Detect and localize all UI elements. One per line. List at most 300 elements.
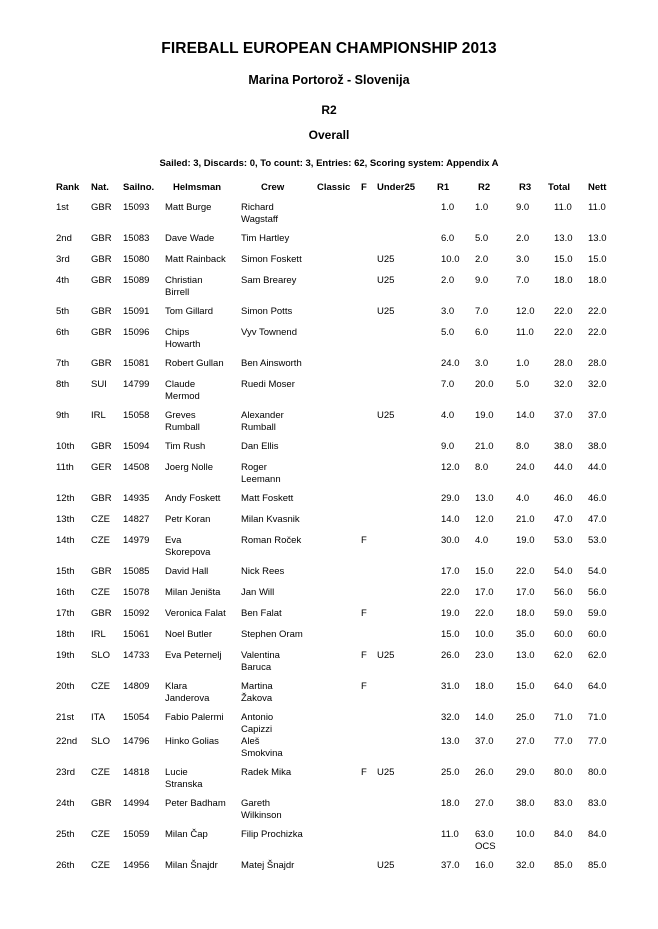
classic-cell	[317, 565, 361, 586]
classic-cell	[317, 232, 361, 253]
rank-cell: 18th	[56, 629, 75, 640]
total-cell: 15.0	[554, 254, 573, 265]
sail-number-cell: 15083	[123, 233, 150, 244]
crew-cell	[241, 232, 317, 253]
sail-number-cell: 15085	[123, 566, 150, 577]
rank-cell: 23rd	[56, 767, 76, 778]
sail-number-cell: 14809	[123, 681, 150, 692]
crew-cell	[241, 201, 317, 232]
sail-number-cell: 14827	[123, 514, 150, 525]
helmsman-cell	[165, 828, 241, 859]
r2-score-cell	[466, 607, 508, 628]
nationality-cell: GBR	[91, 566, 112, 577]
total-cell: 46.0	[554, 493, 573, 504]
nationality-cell: GBR	[91, 202, 112, 213]
r1-score-cell: 30.0	[441, 535, 460, 546]
classic-cell	[317, 440, 361, 461]
crew-line: Alexander	[241, 410, 284, 421]
classic-cell	[317, 461, 361, 492]
helmsman-line: Howarth	[165, 338, 201, 350]
page-title: FIREBALL EUROPEAN CHAMPIONSHIP 2013	[161, 40, 497, 57]
r2-score-line: 22.0	[475, 608, 494, 619]
helmsman-cell	[165, 513, 241, 534]
r1-score-cell: 10.0	[441, 254, 460, 265]
r2-score-line: 23.0	[475, 650, 494, 661]
r3-score-cell: 4.0	[516, 493, 530, 504]
helmsman-line: Janderova	[165, 692, 210, 704]
nationality-cell: GER	[91, 462, 112, 473]
helmsman-line: Lucie	[165, 767, 188, 778]
sail-number-cell: 15091	[123, 306, 150, 317]
r2-score-line: 14.0	[475, 712, 494, 723]
nationality-cell: GBR	[91, 306, 112, 317]
sail-number-cell: 14979	[123, 535, 150, 546]
table-row	[56, 586, 622, 607]
race-label: R2	[321, 103, 337, 117]
sail-number-cell: 15078	[123, 587, 150, 598]
crew-cell	[241, 859, 317, 880]
crew-cell	[241, 326, 317, 357]
female-flag-cell: F	[361, 535, 367, 546]
classic-cell	[317, 409, 361, 440]
female-flag-cell	[361, 735, 377, 766]
r3-score-cell: 25.0	[516, 712, 535, 723]
r2-score-cell	[466, 628, 508, 649]
under25-cell	[377, 326, 427, 357]
r2-score-cell	[466, 797, 508, 828]
col-helmsman-header: Helmsman	[173, 181, 222, 193]
col-classic-header: Classic	[317, 181, 351, 193]
r1-score-cell: 24.0	[441, 358, 460, 369]
rank-cell: 15th	[56, 566, 75, 577]
classic-cell	[317, 305, 361, 326]
nett-cell: 64.0	[588, 681, 607, 692]
r1-score-cell: 12.0	[441, 462, 460, 473]
helmsman-cell	[165, 232, 241, 253]
helmsman-cell	[165, 680, 241, 711]
total-cell: 80.0	[554, 767, 573, 778]
crew-line: Simon Potts	[241, 306, 293, 317]
r3-score-cell: 17.0	[516, 587, 535, 598]
r3-score-cell: 18.0	[516, 608, 535, 619]
under25-cell: U25	[377, 860, 395, 871]
crew-line: Antonio	[241, 712, 274, 723]
classic-cell	[317, 859, 361, 880]
classic-cell	[317, 534, 361, 565]
rank-cell: 11th	[56, 462, 74, 473]
crew-line: Valentina	[241, 650, 280, 661]
r2-score-line: OCS	[475, 840, 496, 852]
r1-score-cell: 1.0	[441, 202, 455, 213]
under25-cell	[377, 711, 427, 735]
under25-cell	[377, 232, 427, 253]
rank-cell: 9th	[56, 410, 70, 421]
r2-score-line: 9.0	[475, 275, 489, 286]
col-crew-header: Crew	[261, 181, 285, 193]
helmsman-line: Peter Badham	[165, 798, 226, 809]
crew-line: Roger	[241, 462, 267, 473]
nationality-cell: GBR	[91, 275, 112, 286]
crew-line: Wilkinson	[241, 809, 282, 821]
r2-score-line: 1.0	[475, 202, 489, 213]
under25-cell	[377, 440, 427, 461]
results-header	[56, 176, 622, 201]
nett-cell: 59.0	[588, 608, 607, 619]
table-row	[56, 232, 622, 253]
helmsman-cell	[165, 607, 241, 628]
helmsman-cell	[165, 711, 241, 735]
helmsman-cell	[165, 305, 241, 326]
r2-score-cell	[466, 305, 508, 326]
sail-number-cell: 14799	[123, 379, 150, 390]
nett-cell: 15.0	[588, 254, 607, 265]
r1-score-cell: 22.0	[441, 587, 460, 598]
total-cell: 22.0	[554, 327, 573, 338]
female-flag-cell	[361, 253, 377, 274]
r1-score-cell: 37.0	[441, 860, 460, 871]
r1-score-cell: 31.0	[441, 681, 460, 692]
female-flag-cell	[361, 565, 377, 586]
total-cell: 71.0	[554, 712, 573, 723]
rank-cell: 3rd	[56, 254, 70, 265]
r2-score-line: 20.0	[475, 379, 494, 390]
sail-number-cell: 15058	[123, 410, 150, 421]
crew-cell	[241, 797, 317, 828]
table-row	[56, 409, 622, 440]
r2-score-cell	[466, 326, 508, 357]
nationality-cell: IRL	[91, 629, 106, 640]
nationality-cell: GBR	[91, 441, 112, 452]
r3-score-cell: 29.0	[516, 767, 535, 778]
rank-cell: 26th	[56, 860, 75, 871]
crew-line: Capizzi	[241, 723, 273, 735]
female-flag-cell: F	[361, 681, 367, 692]
r1-score-cell: 15.0	[441, 629, 460, 640]
r3-score-cell: 22.0	[516, 566, 535, 577]
col-rank-header: Rank	[56, 181, 80, 193]
crew-line: Richard	[241, 202, 274, 213]
nett-cell: 37.0	[588, 410, 607, 421]
nationality-cell: GBR	[91, 233, 112, 244]
female-flag-cell	[361, 628, 377, 649]
crew-line: Vyv Townend	[241, 327, 297, 338]
crew-cell	[241, 513, 317, 534]
female-flag-cell	[361, 797, 377, 828]
nett-cell: 38.0	[588, 441, 607, 452]
r3-score-cell: 13.0	[516, 650, 535, 661]
r2-score-cell	[466, 766, 508, 797]
col-sailno-header: Sailno.	[123, 181, 155, 193]
classic-cell	[317, 607, 361, 628]
total-cell: 83.0	[554, 798, 573, 809]
total-cell: 84.0	[554, 829, 573, 840]
nationality-cell: GBR	[91, 327, 112, 338]
female-flag-cell	[361, 492, 377, 513]
r2-score-line: 7.0	[475, 306, 489, 317]
helmsman-line: Hinko Golias	[165, 736, 219, 747]
rank-cell: 8th	[56, 379, 70, 390]
rank-cell: 6th	[56, 327, 70, 338]
table-row	[56, 274, 622, 305]
helmsman-cell	[165, 565, 241, 586]
nationality-cell: CZE	[91, 860, 110, 871]
under25-cell: U25	[377, 306, 395, 317]
r2-score-line: 26.0	[475, 767, 494, 778]
nationality-cell: SLO	[91, 650, 111, 661]
crew-line: Žakova	[241, 692, 273, 704]
r3-score-cell: 32.0	[516, 860, 535, 871]
under25-cell	[377, 607, 427, 628]
table-row	[56, 201, 622, 232]
rank-cell: 1st	[56, 202, 69, 213]
helmsman-cell	[165, 409, 241, 440]
sail-number-cell: 15081	[123, 358, 150, 369]
nationality-cell: CZE	[91, 829, 110, 840]
sail-number-cell: 15059	[123, 829, 150, 840]
table-row	[56, 766, 622, 797]
nett-cell: 46.0	[588, 493, 607, 504]
classic-cell	[317, 649, 361, 680]
crew-line: Stephen Oram	[241, 629, 303, 640]
crew-line: Baruca	[241, 661, 272, 673]
classic-cell	[317, 253, 361, 274]
crew-line: Ben Ainsworth	[241, 358, 302, 369]
under25-cell	[377, 513, 427, 534]
r3-score-cell: 7.0	[516, 275, 530, 286]
nationality-cell: CZE	[91, 767, 110, 778]
r2-score-cell	[466, 232, 508, 253]
table-row	[56, 440, 622, 461]
r2-score-cell	[466, 649, 508, 680]
helmsman-line: Veronica Falat	[165, 608, 226, 619]
helmsman-cell	[165, 378, 241, 409]
nationality-cell: GBR	[91, 798, 112, 809]
classic-cell	[317, 513, 361, 534]
total-cell: 18.0	[554, 275, 573, 286]
rank-cell: 7th	[56, 358, 70, 369]
table-row	[56, 326, 622, 357]
crew-cell	[241, 628, 317, 649]
helmsman-line: Eva Peternelj	[165, 650, 222, 661]
sail-number-cell: 15092	[123, 608, 150, 619]
r3-score-cell: 2.0	[516, 233, 530, 244]
r2-score-line: 37.0	[475, 736, 494, 747]
crew-cell	[241, 735, 317, 766]
total-cell: 28.0	[554, 358, 573, 369]
r1-score-cell: 29.0	[441, 493, 460, 504]
r3-score-cell: 1.0	[516, 358, 530, 369]
r1-score-cell: 13.0	[441, 736, 460, 747]
helmsman-cell	[165, 859, 241, 880]
female-flag-cell	[361, 201, 377, 232]
crew-line: Filip Prochizka	[241, 829, 303, 840]
rank-cell: 19th	[56, 650, 75, 661]
nett-cell: 54.0	[588, 566, 607, 577]
r2-score-cell	[466, 565, 508, 586]
rank-cell: 17th	[56, 608, 75, 619]
total-cell: 53.0	[554, 535, 573, 546]
total-cell: 60.0	[554, 629, 573, 640]
helmsman-line: Milan Šnajdr	[165, 860, 218, 871]
under25-cell	[377, 378, 427, 409]
r2-score-line: 17.0	[475, 587, 494, 598]
nett-cell: 71.0	[588, 712, 607, 723]
helmsman-line: Dave Wade	[165, 233, 215, 244]
nett-cell: 83.0	[588, 798, 607, 809]
rank-cell: 24th	[56, 798, 75, 809]
female-flag-cell: F	[361, 608, 367, 619]
crew-line: Tim Hartley	[241, 233, 290, 244]
classic-cell	[317, 326, 361, 357]
classic-cell	[317, 586, 361, 607]
r3-score-cell: 38.0	[516, 798, 535, 809]
nett-cell: 77.0	[588, 736, 607, 747]
sail-number-cell: 14818	[123, 767, 150, 778]
r2-score-line: 21.0	[475, 441, 494, 452]
crew-cell	[241, 253, 317, 274]
r2-score-cell	[466, 513, 508, 534]
table-row	[56, 513, 622, 534]
rank-cell: 16th	[56, 587, 75, 598]
female-flag-cell	[361, 828, 377, 859]
under25-cell	[377, 357, 427, 378]
sail-number-cell: 15054	[123, 712, 150, 723]
under25-cell: U25	[377, 275, 395, 286]
nationality-cell: CZE	[91, 587, 110, 598]
nationality-cell: CZE	[91, 514, 110, 525]
under25-cell	[377, 828, 427, 859]
r3-score-cell: 10.0	[516, 829, 535, 840]
nationality-cell: CZE	[91, 535, 110, 546]
helmsman-cell	[165, 274, 241, 305]
total-cell: 62.0	[554, 650, 573, 661]
r2-score-cell	[466, 680, 508, 711]
results-table	[56, 176, 622, 880]
r3-score-cell: 24.0	[516, 462, 535, 473]
table-row	[56, 305, 622, 326]
r2-score-line: 12.0	[475, 514, 494, 525]
helmsman-line: Birrell	[165, 286, 190, 298]
nett-cell: 28.0	[588, 358, 607, 369]
helmsman-line: Noel Butler	[165, 629, 212, 640]
rank-cell: 25th	[56, 829, 75, 840]
rank-cell: 13th	[56, 514, 75, 525]
helmsman-line: Rumball	[165, 421, 200, 433]
sail-number-cell: 14733	[123, 650, 150, 661]
classic-cell	[317, 735, 361, 766]
female-flag-cell: F	[361, 767, 367, 778]
total-cell: 37.0	[554, 410, 573, 421]
table-row	[56, 492, 622, 513]
r2-score-line: 63.0	[475, 829, 494, 840]
helmsman-line: Fabio Palermi	[165, 712, 224, 723]
venue-subtitle: Marina Portorož - Slovenija	[248, 73, 410, 87]
female-flag-cell	[361, 440, 377, 461]
total-cell: 32.0	[554, 379, 573, 390]
r3-score-cell: 27.0	[516, 736, 535, 747]
helmsman-line: Petr Koran	[165, 514, 211, 525]
crew-cell	[241, 461, 317, 492]
r1-score-cell: 3.0	[441, 306, 455, 317]
r3-score-cell: 15.0	[516, 681, 535, 692]
table-row	[56, 711, 622, 735]
helmsman-line: Tom Gillard	[165, 306, 214, 317]
r3-score-cell: 21.0	[516, 514, 535, 525]
r2-score-cell	[466, 735, 508, 766]
r2-score-cell	[466, 201, 508, 232]
r2-score-line: 3.0	[475, 358, 489, 369]
under25-cell	[377, 735, 427, 766]
r2-score-cell	[466, 461, 508, 492]
col-total-header: Total	[548, 181, 570, 193]
nationality-cell: SUI	[91, 379, 107, 390]
total-cell: 59.0	[554, 608, 573, 619]
female-flag-cell	[361, 586, 377, 607]
total-cell: 11.0	[554, 202, 572, 213]
r2-score-cell	[466, 711, 508, 735]
classic-cell	[317, 797, 361, 828]
classic-cell	[317, 201, 361, 232]
r2-score-line: 5.0	[475, 233, 489, 244]
female-flag-cell	[361, 357, 377, 378]
r2-score-line: 10.0	[475, 629, 494, 640]
helmsman-cell	[165, 201, 241, 232]
crew-line: Matej Šnajdr	[241, 860, 295, 871]
r2-score-cell	[466, 492, 508, 513]
nett-cell: 62.0	[588, 650, 607, 661]
nationality-cell: GBR	[91, 608, 112, 619]
r2-score-cell	[466, 534, 508, 565]
r3-score-cell: 14.0	[516, 410, 535, 421]
r2-score-line: 6.0	[475, 327, 489, 338]
sail-number-cell: 15089	[123, 275, 150, 286]
sail-number-cell: 15093	[123, 202, 150, 213]
female-flag-cell	[361, 461, 377, 492]
crew-line: Ruedi Moser	[241, 379, 295, 390]
crew-line: Simon Foskett	[241, 254, 302, 265]
helmsman-line: Claude	[165, 379, 196, 390]
total-cell: 13.0	[554, 233, 573, 244]
r1-score-cell: 9.0	[441, 441, 455, 452]
table-row	[56, 735, 622, 766]
crew-cell	[241, 607, 317, 628]
sail-number-cell: 15080	[123, 254, 150, 265]
nett-cell: 85.0	[588, 860, 607, 871]
crew-cell	[241, 357, 317, 378]
total-cell: 77.0	[554, 736, 573, 747]
under25-cell	[377, 680, 427, 711]
r1-score-cell: 32.0	[441, 712, 460, 723]
rank-cell: 22nd	[56, 736, 78, 747]
r2-score-line: 13.0	[475, 493, 494, 504]
under25-cell	[377, 201, 427, 232]
rank-cell: 20th	[56, 681, 75, 692]
crew-line: Roman Roček	[241, 535, 302, 546]
nationality-cell: GBR	[91, 358, 112, 369]
sail-number-cell: 14508	[123, 462, 150, 473]
total-cell: 47.0	[554, 514, 573, 525]
helmsman-cell	[165, 735, 241, 766]
helmsman-line: Milan Čap	[165, 829, 208, 840]
col-r3-header: R3	[519, 181, 532, 193]
table-row	[56, 628, 622, 649]
crew-cell	[241, 565, 317, 586]
female-flag-cell	[361, 409, 377, 440]
nett-cell: 47.0	[588, 514, 607, 525]
crew-line: Wagstaff	[241, 213, 278, 225]
classic-cell	[317, 711, 361, 735]
crew-cell	[241, 492, 317, 513]
